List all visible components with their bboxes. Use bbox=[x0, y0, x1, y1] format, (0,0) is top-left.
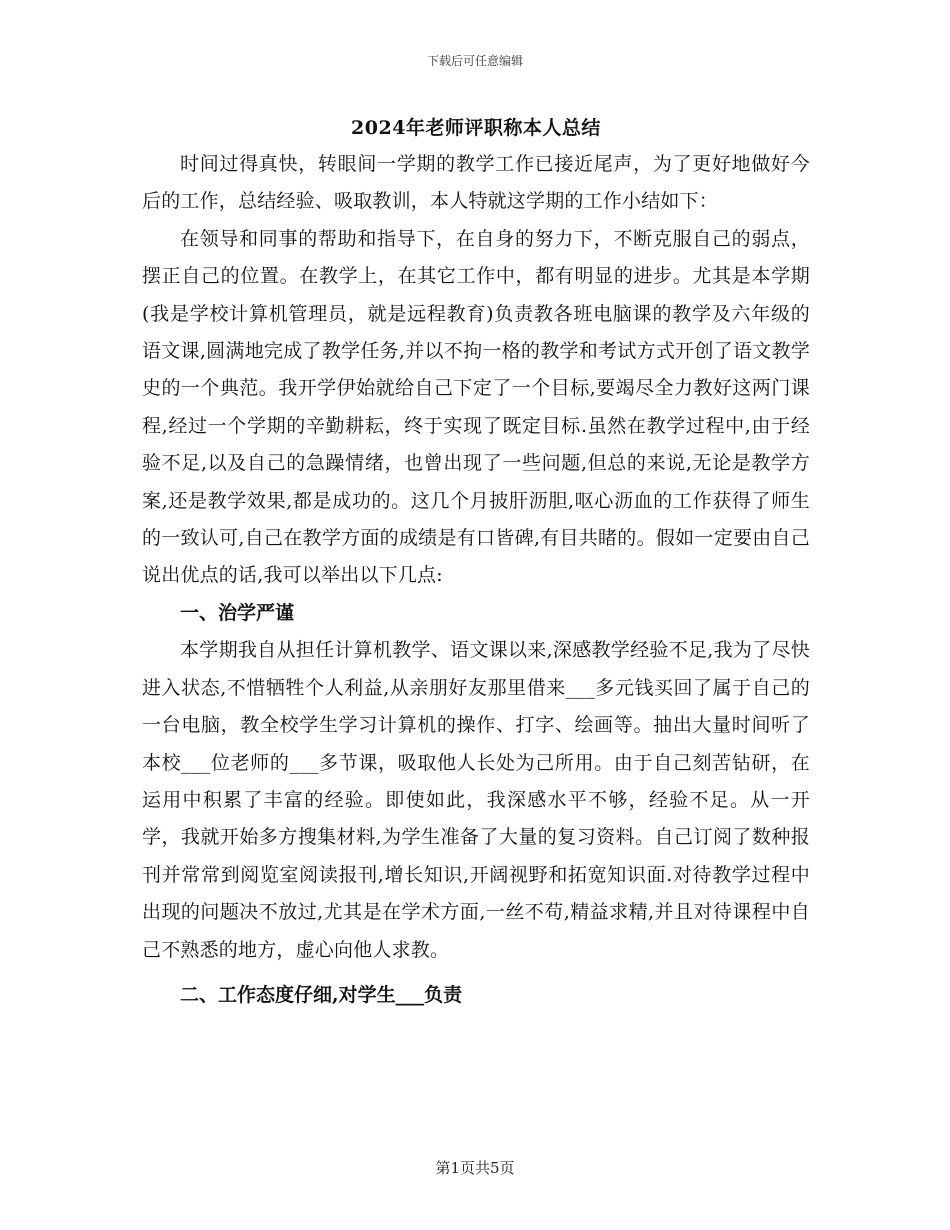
section-heading-1: 一、治学严谨 bbox=[180, 601, 295, 624]
document-title: 2024年老师评职称本人总结 bbox=[351, 117, 601, 139]
section-body-1: 本学期我自从担任计算机教学、语文课以来,深感教学经验不足,我为了尽快进入状态,不惜牺牲个人利益,从亲朋好友那里借来___多元钱买回了属于自己的一台电脑，教全校学生学习计算机的操作、打字、绘画等。抽出大量时间听了本校___位老师的___多节课，吸取他人长处为己所用。由于自己刻苦钻研，在运用中积累了丰富的经验。即使如此，我深感水平不够，经验不足。从一开学，我就开始多方搜集材料,为学生准备了大量的复习资料。自己订阅了数种报刊并常常到阅览室阅读报刊,增长知识,开阔视野和拓宽知识面.对待教学过程中出现的问题决不放过,尤其是在学术方面,一丝不苟,精益求精,并且对待课程中自己不熟悉的地方，虚心向他人求教。 bbox=[142, 639, 810, 961]
paragraph-summary: 在领导和同事的帮助和指导下，在自身的努力下，不断克服自己的弱点，摆正自己的位置。在教学上，在其它工作中，都有明显的进步。尤其是本学期(我是学校计算机管理员，就是远程教育)负责教各班电脑课的教学及六年级的语文课,圆满地完成了教学任务,并以不拘一格的教学和考试方式开创了语文教学史的一个典范。我开学伊始就给自己下定了一个目标,要竭尽全力教好这两门课程,经过一个学期的辛勤耕耘，终于实现了既定目标.虽然在教学过程中,由于经验不足,以及自己的急躁情绪，也曾出现了一些问题,但总的来说,无论是教学方案,还是教学效果,都是成功的。这几个月披肝沥胆,呕心沥血的工作获得了师生的一致认可,自己在教学方面的成绩是有口皆碑,有目共睹的。假如一定要由自己说出优点的话,我可以举出以下几点: bbox=[142, 227, 810, 587]
page-number: 第1页共5页 bbox=[435, 1159, 515, 1177]
document-body bbox=[142, 110, 810, 1014]
paragraph-intro: 时间过得真快，转眼间一学期的教学工作已接近尾声，为了更好地做好今后的工作，总结经验、吸取教训，本人特就这学期的工作小结如下： bbox=[142, 153, 810, 213]
section-heading-2: 二、工作态度仔细,对学生___负责 bbox=[180, 983, 463, 1006]
header-note: 下载后可任意编辑 bbox=[426, 54, 523, 68]
